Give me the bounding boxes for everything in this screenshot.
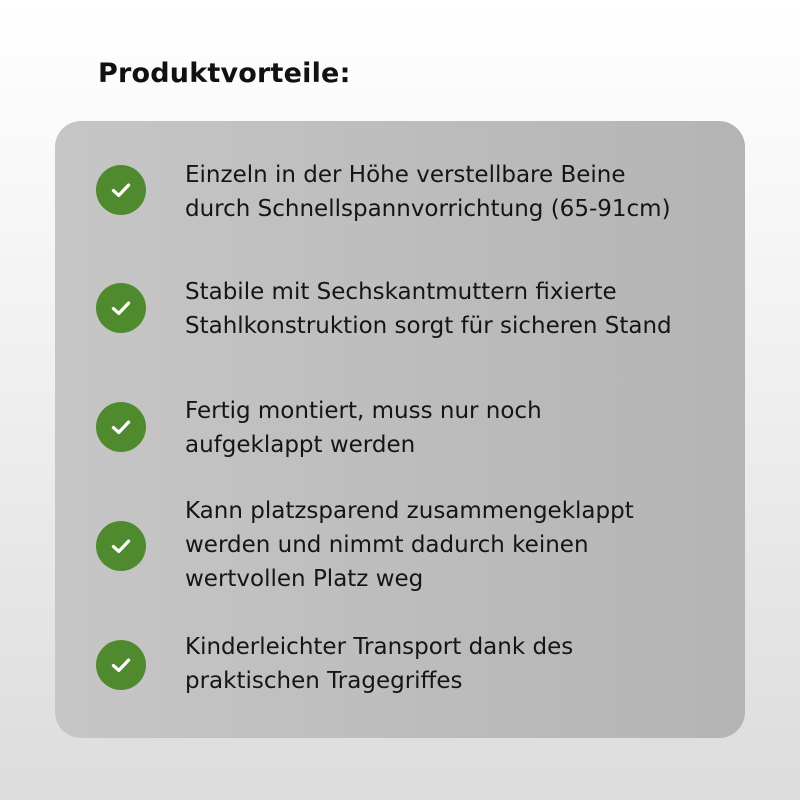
benefit-line: wertvollen Platz weg bbox=[185, 566, 424, 592]
benefit-text bbox=[185, 630, 735, 698]
benefit-line: Kann platzsparend zusammengeklappt bbox=[185, 498, 634, 524]
check-circle-icon bbox=[96, 640, 146, 690]
benefit-text bbox=[185, 494, 735, 596]
benefit-line: werden und nimmt dadurch keinen bbox=[185, 532, 589, 558]
benefit-text bbox=[185, 394, 735, 462]
benefit-line: praktischen Tragegriffes bbox=[185, 668, 463, 694]
check-circle-icon bbox=[96, 283, 146, 333]
benefit-line: Fertig montiert, muss nur noch bbox=[185, 398, 542, 424]
benefit-line: aufgeklappt werden bbox=[185, 432, 416, 458]
benefit-text bbox=[185, 275, 735, 343]
check-circle-icon bbox=[96, 521, 146, 571]
benefit-line: Stahlkonstruktion sorgt für sicheren Stand bbox=[185, 313, 672, 339]
page-title: Produktvorteile: bbox=[98, 58, 351, 89]
benefit-line: Einzeln in der Höhe verstellbare Beine bbox=[185, 162, 626, 188]
benefit-line: durch Schnellspannvorrichtung (65-91cm) bbox=[185, 196, 671, 222]
benefit-line: Kinderleichter Transport dank des bbox=[185, 634, 574, 660]
benefit-text bbox=[185, 158, 735, 226]
check-circle-icon bbox=[96, 165, 146, 215]
check-circle-icon bbox=[96, 402, 146, 452]
benefit-line: Stabile mit Sechskantmuttern fixierte bbox=[185, 279, 617, 305]
benefits-panel bbox=[55, 121, 745, 738]
